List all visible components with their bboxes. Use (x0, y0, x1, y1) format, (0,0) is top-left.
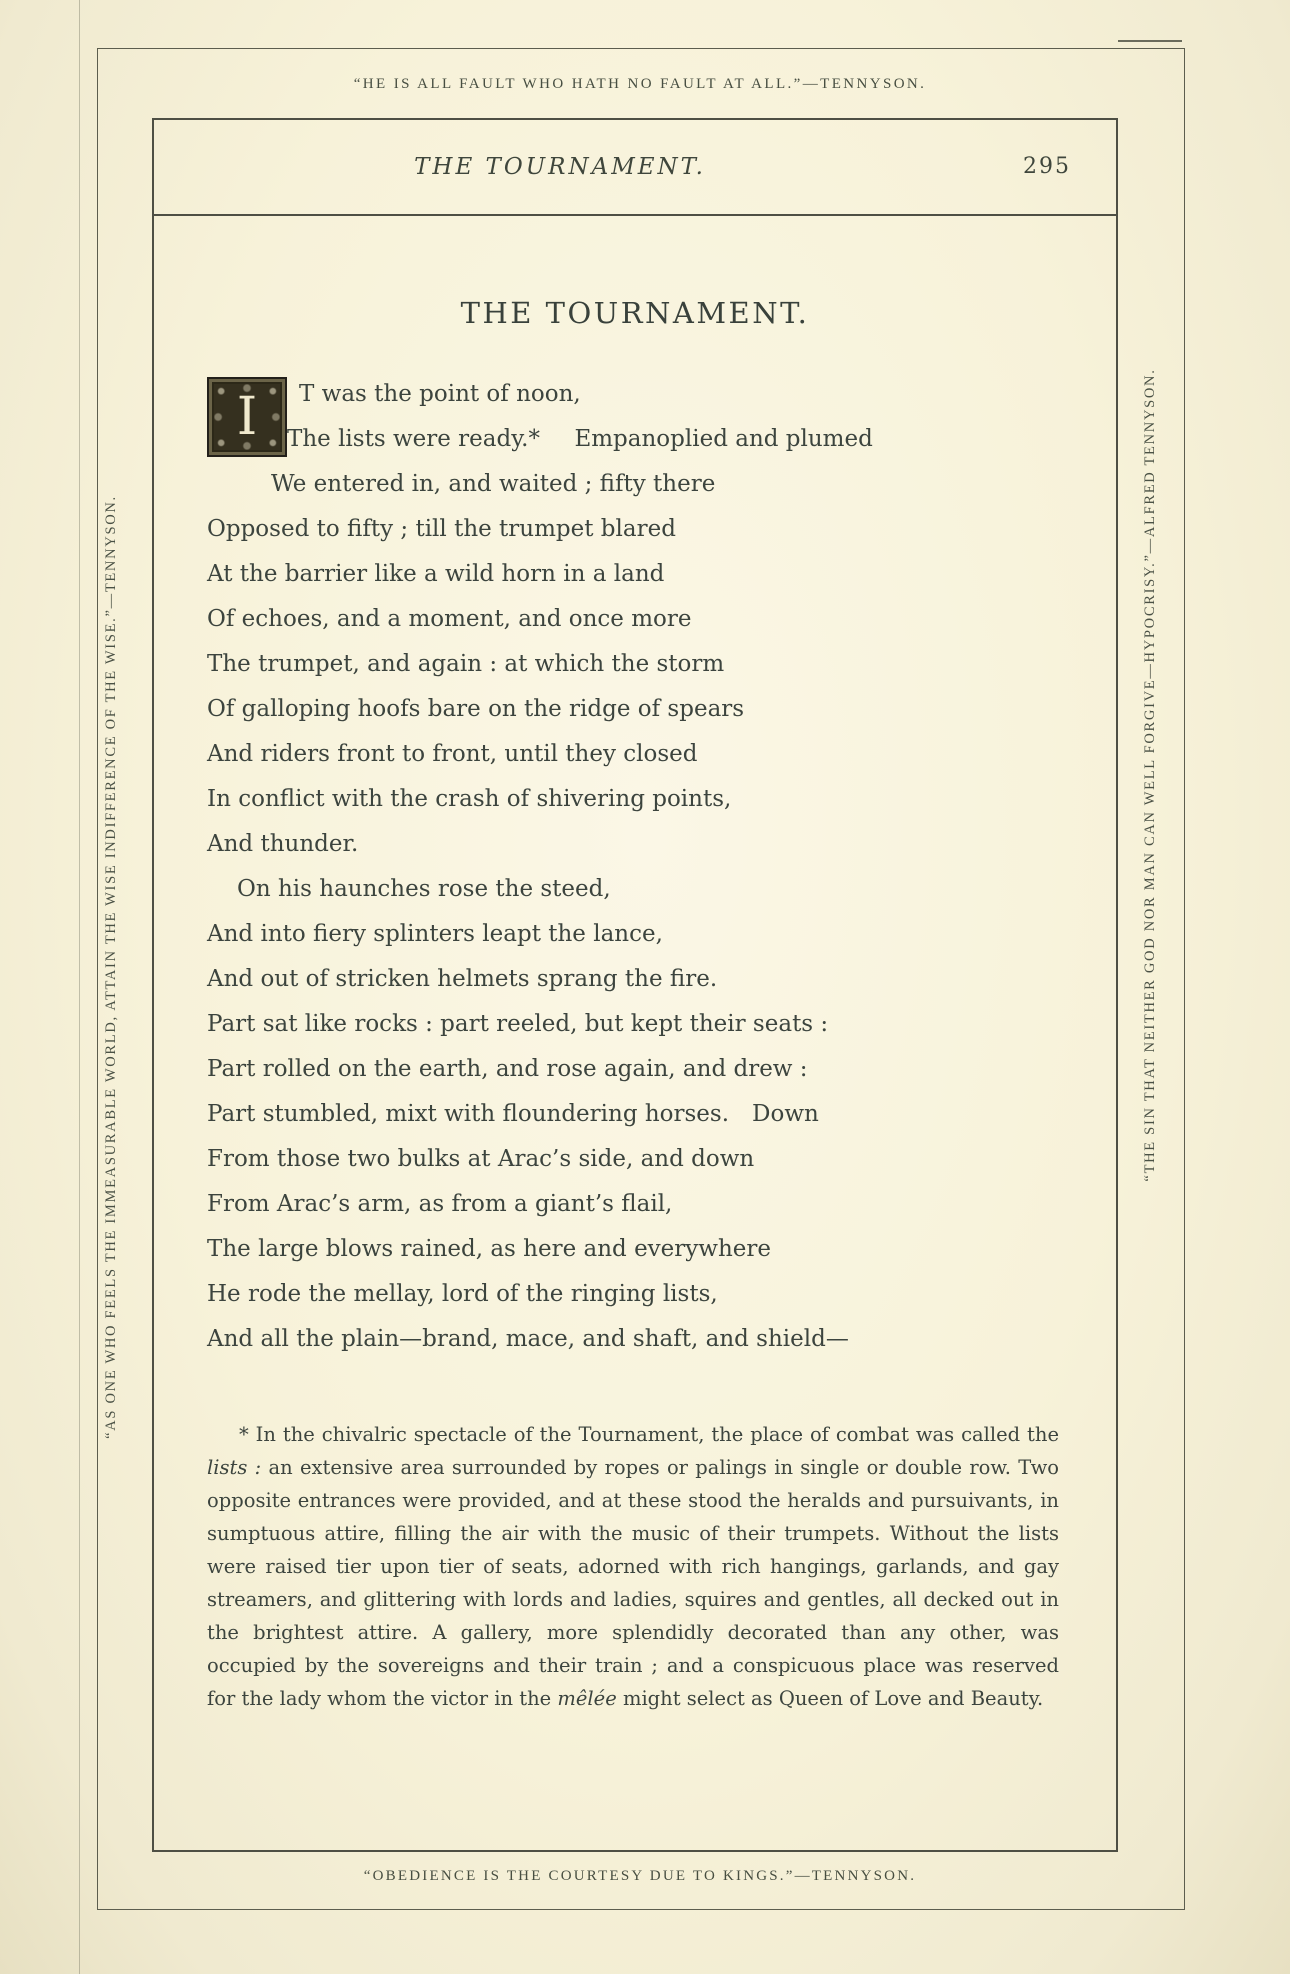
poem-line: He rode the mellay, lord of the ringing lists, (207, 1281, 718, 1307)
poem-line: Part rolled on the earth, and rose again, and drew : (207, 1056, 808, 1082)
content-frame (152, 118, 1118, 1852)
poem-line: The trumpet, and again : at which the storm (207, 651, 725, 677)
footnote-italic-term: mêlée (557, 1687, 617, 1710)
poem-line: And out of stricken helmets sprang the fire. (207, 966, 718, 992)
poem-line: The lists were ready.* Empanoplied and plumed (287, 426, 873, 452)
poem (207, 372, 1063, 1362)
right-margin-epigraph: “THE SIN THAT NEITHER GOD NOR MAN CAN WELL FORGIVE—HYPOCRISY.”—ALFRED TENNYSON. (1142, 368, 1158, 1182)
poem-line: Of echoes, and a moment, and once more (207, 606, 692, 632)
poem-line: Opposed to fifty ; till the trumpet blared (207, 516, 676, 542)
poem-line: We entered in, and waited ; fifty there (271, 471, 716, 497)
poem-line: The large blows rained, as here and everywhere (207, 1236, 771, 1262)
running-head (154, 120, 1116, 216)
chapter-title: THE TOURNAMENT. (460, 296, 810, 330)
running-head-title: THE TOURNAMENT. (414, 154, 706, 180)
poem-line: Part sat like rocks : part reeled, but kept their seats : (207, 1011, 829, 1037)
footnote-italic-term: lists : (207, 1456, 262, 1479)
poem-line: From those two bulks at Arac’s side, and down (207, 1146, 755, 1172)
drop-cap-initial: I (207, 377, 287, 457)
footnote-text: an extensive area surrounded by ropes or palings in single or double row. Two opposite entrances were provided, and at these stood the heralds and pursuivants, in sumptuous attire, filling the air with the music of their trumpets. Without the lists were raised tier upon tier of seats, adorned with rich hangings, garlands, and gay streamers, and glittering with lords and ladies, squires and gentles, all decked out in the brightest attire. A gallery, more splendidly decorated than any other, was occupied by the sovereigns and their train ; and a conspicuous place was reserved for the lady whom the victor in the (207, 1456, 1059, 1710)
poem-lines (207, 372, 1063, 1362)
poem-line: Part stumbled, mixt with floundering horses. Down (207, 1101, 819, 1127)
footnote-text: might select as Queen of Love and Beauty. (616, 1687, 1044, 1710)
footnote (207, 1418, 1059, 1715)
footer-epigraph: “OBEDIENCE IS THE COURTESY DUE TO KINGS.”—TENNYSON. (363, 1868, 917, 1884)
poem-line: T was the point of noon, (299, 381, 581, 407)
main-text-block (207, 216, 1063, 1715)
poem-line: And riders front to front, until they closed (207, 741, 698, 767)
poem-line: At the barrier like a wild horn in a land (207, 561, 665, 587)
scan-artifact-dash (1118, 40, 1182, 42)
poem-line: And thunder. (207, 831, 359, 857)
page-number: 295 (1023, 154, 1071, 179)
header-epigraph: “HE IS ALL FAULT WHO HATH NO FAULT AT ALL.”—TENNYSON. (353, 76, 927, 92)
poem-line: Of galloping hoofs bare on the ridge of spears (207, 696, 745, 722)
page-edge-line (79, 0, 80, 1974)
footnote-text: * In the chivalric spectacle of the Tournament, the place of combat was called the (239, 1423, 1059, 1446)
left-margin-epigraph: “AS ONE WHO FEELS THE IMMEASURABLE WORLD, ATTAIN THE WISE INDIFFERENCE OF THE WISE.”—TENNYSON. (103, 495, 119, 1439)
poem-line: And into fiery splinters leapt the lance, (207, 921, 663, 947)
poem-line: And all the plain—brand, mace, and shaft, and shield— (207, 1326, 849, 1352)
poem-line: On his haunches rose the steed, (237, 876, 611, 902)
poem-line: In conflict with the crash of shivering points, (207, 786, 732, 812)
poem-line: From Arac’s arm, as from a giant’s flail, (207, 1191, 673, 1217)
